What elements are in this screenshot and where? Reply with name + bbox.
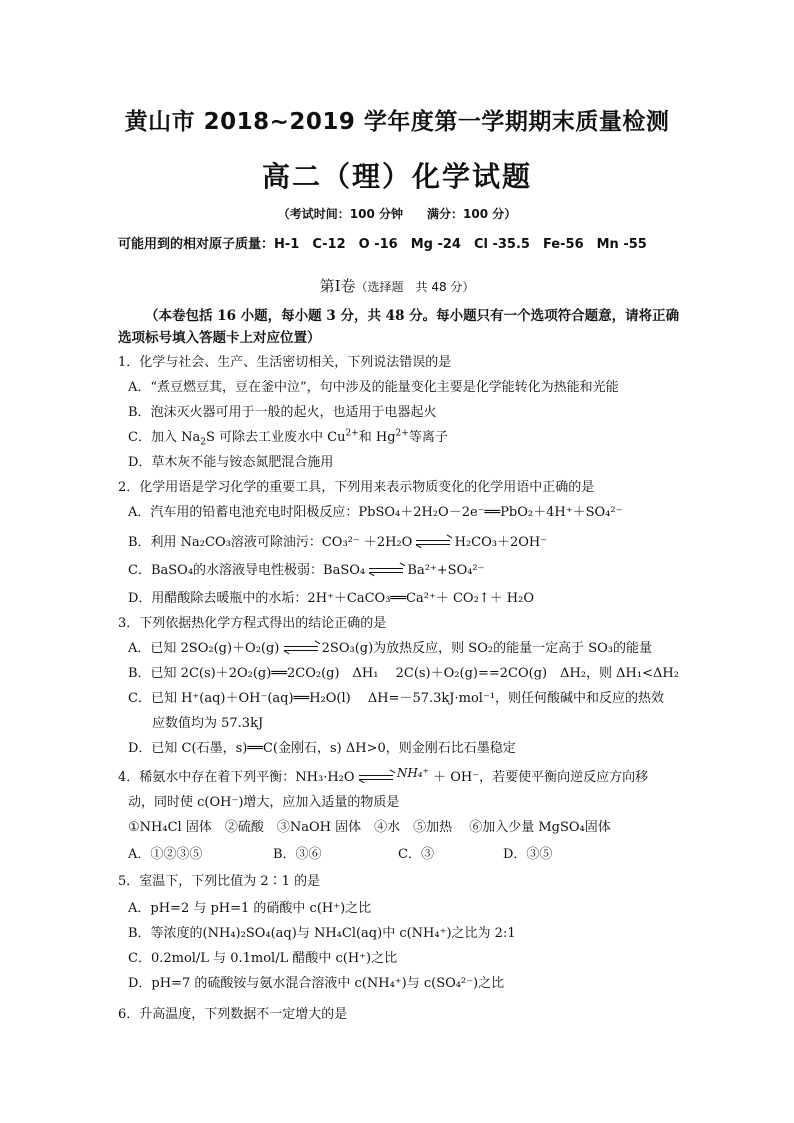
question-5-option-b: B．等浓度的(NH₄)₂SO₄(aq)与 NH₄Cl(aq)中 c(NH₄⁺)之比为 2:1 xyxy=(128,926,516,941)
reversible-arrow-icon xyxy=(284,644,318,654)
q1c-part3: 和 Hg xyxy=(358,430,396,445)
volume-sublabel: （选择题 共 48 分） xyxy=(355,280,475,294)
question-3-option-a xyxy=(128,637,652,656)
volume-label: 第Ⅰ卷 xyxy=(319,277,356,295)
reversible-arrow-icon xyxy=(369,566,403,576)
q4-stem-right: ＋ OH⁻，若要使平衡向逆反应方向移 xyxy=(433,770,649,785)
question-4-choices xyxy=(128,843,552,862)
question-1-stem: 1．化学与社会、生产、生活密切相关，下列说法错误的是 xyxy=(118,355,452,370)
question-4-option-b: B．③⑥ xyxy=(273,847,322,862)
exam-time-score: （考试时间：100 分钟 满分：100 分） xyxy=(277,207,517,221)
question-2-option-b xyxy=(128,531,547,550)
section-instructions: （本卷包括 16 小题，每小题 3 分，共 48 分。每小题只有一个选项符合题意，请将正确选项标号填入答题卡上对应位置） xyxy=(118,308,680,346)
q1c-part1: C．加入 Na xyxy=(128,430,201,445)
question-4-option-d: D．③⑤ xyxy=(503,847,553,862)
question-1-option-a: A．“煮豆燃豆萁，豆在釜中泣”，句中涉及的能量变化主要是化学能转化为热能和光能 xyxy=(128,380,619,395)
question-6-stem: 6．升高温度，下列数据不一定增大的是 xyxy=(118,1007,348,1022)
q2b-left: B．利用 Na₂CO₃溶液可除油污：CO₃²⁻ ＋2H₂O xyxy=(128,535,413,550)
question-3-option-d: D．已知 C(石墨，s)══C(金刚石，s) ΔH>0，则金刚石比石墨稳定 xyxy=(128,741,516,756)
q3a-left: A．已知 2SO₂(g)＋O₂(g) xyxy=(128,641,280,656)
question-1-option-d: D．草木灰不能与铵态氮肥混合施用 xyxy=(128,455,334,470)
question-3-option-c-line2: 应数值均为 57.3kJ xyxy=(152,716,264,731)
question-3-option-b: B．已知 2C(s)＋2O₂(g)══2CO₂(g) ΔH₁ 2C(s)＋O₂(g)==2CO(g) ΔH₂，则 ΔH₁<ΔH₂ xyxy=(128,666,679,681)
ammonium-ion: NH₄⁺ xyxy=(396,766,429,780)
question-5-option-a: A．pH=2 与 pH=1 的硝酸中 c(H⁺)之比 xyxy=(128,901,372,916)
question-4-stem xyxy=(118,766,648,785)
q1c-sup1: 2+ xyxy=(345,428,359,439)
question-5-option-c: C．0.2mol/L 与 0.1mol/L 醋酸中 c(H⁺)之比 xyxy=(128,951,398,966)
q4-stem-left: 4．稀氨水中存在着下列平衡：NH₃·H₂O xyxy=(118,770,355,785)
q2c-right: Ba²⁺+SO₄²⁻ xyxy=(407,563,485,578)
question-5-option-d: D．pH=7 的硫酸铵与氨水混合溶液中 c(NH₄⁺)与 c(SO₄²⁻)之比 xyxy=(128,976,505,991)
question-4-stem-line2: 动，同时使 c(OH⁻)增大，应加入适量的物质是 xyxy=(128,795,400,810)
q1c-sup2: 2+ xyxy=(395,428,409,439)
reversible-arrow-icon xyxy=(359,773,393,783)
question-1-option-b: B．泡沫灭火器可用于一般的起火，也适用于电器起火 xyxy=(128,405,437,420)
q1c-part2: S 可除去工业废水中 Cu xyxy=(205,430,346,445)
exam-title: 黄山市 2018~2019 学年度第一学期期末质量检测 xyxy=(124,109,670,135)
question-4-option-c: C．③ xyxy=(398,847,434,862)
question-3-stem: 3．下列依据热化学方程式得出的结论正确的是 xyxy=(118,616,387,631)
q1c-part4: 等离子 xyxy=(408,430,448,445)
reversible-arrow-icon xyxy=(416,538,450,548)
volume-heading xyxy=(0,275,794,296)
q3a-right: 2SO₃(g)为放热反应，则 SO₂的能量一定高于 SO₃的能量 xyxy=(321,641,652,656)
exam-subject-title: 高二（理）化学试题 xyxy=(261,160,532,193)
question-3-option-c-line1: C．已知 H⁺(aq)＋OH⁻(aq)══H₂O(l) ΔH=－57.3kJ·mol⁻¹，则任何酸碱中和反应的热效 xyxy=(128,691,665,706)
q1c-sub: 2 xyxy=(200,437,206,448)
question-5-stem: 5．室温下，下列比值为 2∶1 的是 xyxy=(118,874,321,889)
question-2-stem: 2．化学用语是学习化学的重要工具，下列用来表示物质变化的化学用语中正确的是 xyxy=(118,480,595,495)
question-2-option-a: A．汽车用的铅蓄电池充电时阳极反应：PbSO₄＋2H₂O－2e⁻══PbO₂＋4H⁺＋SO₄²⁻ xyxy=(128,505,623,520)
question-1-option-c xyxy=(128,426,448,448)
question-4-items: ①NH₄Cl 固体 ②硫酸 ③NaOH 固体 ④水 ⑤加热 ⑥加入少量 MgSO₄固体 xyxy=(128,820,611,835)
question-4-option-a: A．①②③⑤ xyxy=(128,847,203,862)
q2c-left: C．BaSO₄的水溶液导电性极弱：BaSO₄ xyxy=(128,563,366,578)
question-2-option-c xyxy=(128,559,485,578)
question-2-option-d: D．用醋酸除去暖瓶中的水垢：2H⁺＋CaCO₃══Ca²⁺＋ CO₂↑＋ H₂O xyxy=(128,591,535,606)
atomic-masses: 可能用到的相对原子质量：H-1 C-12 O -16 Mg -24 Cl -35.5 Fe-56 Mn -55 xyxy=(118,237,647,252)
q2b-right: H₂CO₃＋2OH⁻ xyxy=(454,535,548,550)
